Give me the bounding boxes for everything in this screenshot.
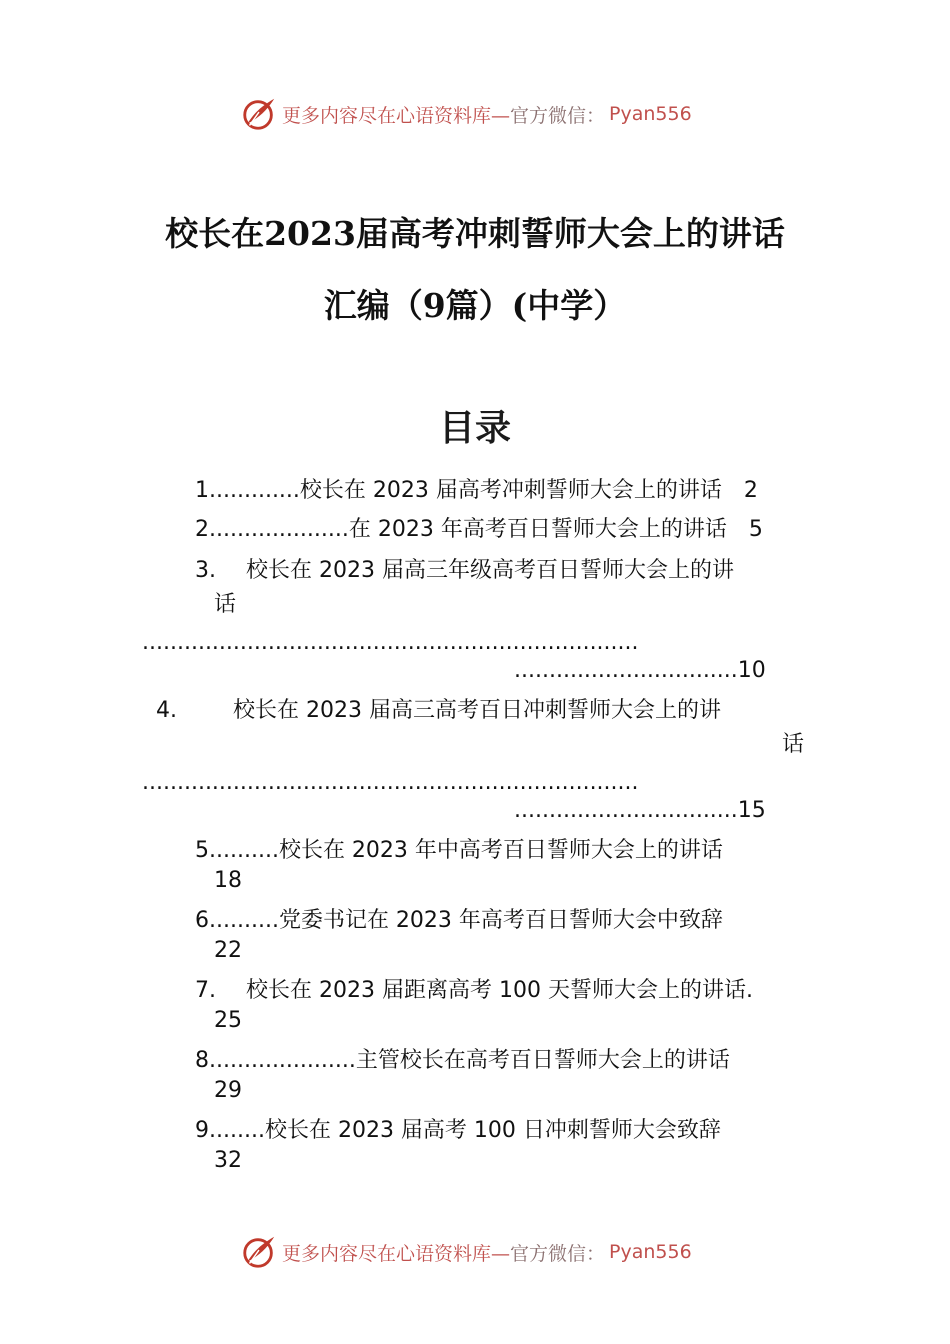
toc-page: 5 — [748, 517, 763, 542]
banner-wechat-label: 官方微信： — [510, 104, 606, 127]
toc-title: 校长在 2023 届高考 100 日冲刺誓师大会致辞 — [264, 1118, 721, 1143]
toc-number: 2 — [195, 517, 209, 542]
toc-title: 校长在 2023 届距离高考 100 天誓师大会上的讲话. — [246, 978, 753, 1003]
toc-page: 29 — [214, 1078, 242, 1103]
toc-title: 在 2023 年高考百日誓师大会上的讲话 — [348, 517, 727, 542]
banner-text: 更多内容尽在心语资料库— — [282, 1242, 511, 1265]
quill-logo-icon — [240, 95, 278, 133]
toc-title-continued: 话 — [782, 732, 805, 757]
toc-number: 3. — [195, 558, 216, 583]
document-title-line2: 汇编（9篇）(中学） — [323, 286, 627, 325]
toc-number: 5 — [195, 838, 209, 863]
watermark-banner-top — [240, 94, 740, 134]
toc-page: 18 — [214, 868, 242, 893]
toc-heading: 目录 — [438, 407, 511, 449]
toc-title: 校长在 2023 年中高考百日誓师大会上的讲话 — [278, 838, 723, 863]
toc-page: 10 — [737, 658, 766, 683]
watermark-banner-bottom — [240, 1232, 740, 1272]
toc-number: 1 — [195, 478, 209, 503]
banner-text: 更多内容尽在心语资料库— — [282, 104, 511, 127]
toc-number: 9 — [195, 1118, 209, 1143]
banner-wechat-id: Pyan556 — [609, 1241, 692, 1263]
toc-page: 25 — [214, 1008, 242, 1033]
toc-title: 校长在 2023 届高三高考百日冲刺誓师大会上的讲 — [233, 698, 721, 723]
toc-number: 8 — [195, 1048, 209, 1073]
toc-title: 党委书记在 2023 年高考百日誓师大会中致辞 — [278, 908, 723, 933]
banner-wechat-id: Pyan556 — [609, 103, 692, 125]
quill-logo-icon — [240, 1233, 278, 1271]
toc-page: 22 — [214, 938, 242, 963]
toc-title-continued: 话 — [214, 592, 237, 617]
toc-title: 校长在 2023 届高三年级高考百日誓师大会上的讲 — [246, 558, 734, 583]
toc-page: 32 — [214, 1148, 242, 1173]
toc-number: 7. — [195, 978, 216, 1003]
toc-page: 2 — [743, 478, 758, 503]
toc-number: 6 — [195, 908, 209, 933]
toc-title: 主管校长在高考百日誓师大会上的讲话 — [355, 1048, 730, 1073]
document-title-line1: 校长在2023届高考冲刺誓师大会上的讲话 — [165, 214, 785, 253]
toc-title: 校长在 2023 届高考冲刺誓师大会上的讲话 — [299, 478, 722, 503]
toc-number: 4. — [156, 698, 177, 723]
banner-wechat-label: 官方微信： — [510, 1242, 606, 1265]
toc-page: 15 — [737, 798, 766, 823]
